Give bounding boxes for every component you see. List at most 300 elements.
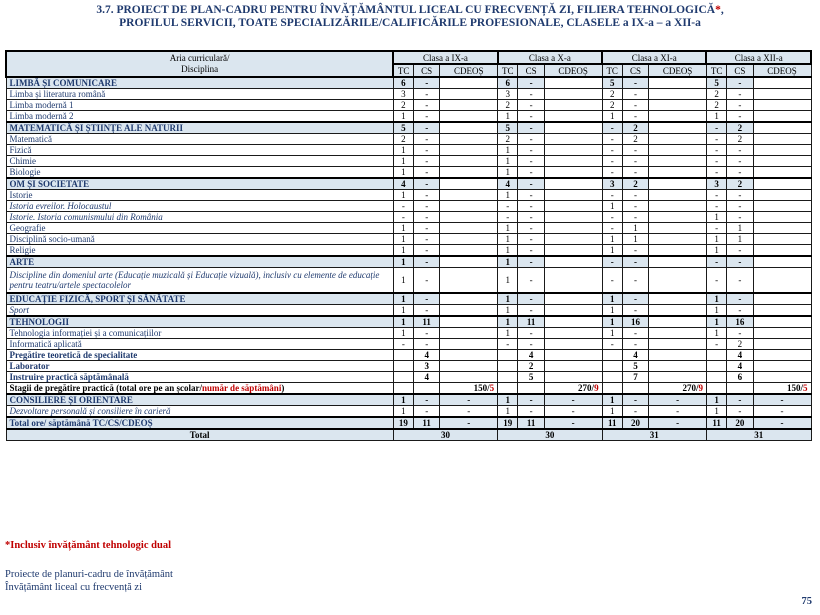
discipline-name: Informatică aplicată (6, 339, 393, 350)
cell-tc: 6 (393, 77, 413, 89)
class-header-9: Clasa a IX-a (393, 51, 497, 64)
cell-cdeos (649, 201, 707, 212)
cell-tc: - (602, 268, 622, 294)
cell-cdeos (649, 190, 707, 201)
cell-tc (602, 361, 622, 372)
cell-tc: 1 (393, 293, 413, 305)
cell-tc: 1 (706, 245, 726, 257)
table-row (6, 134, 811, 145)
discipline-name: Total ore/ săptămână TC/CS/CDEOȘ (6, 417, 393, 429)
cell-cdeos (544, 111, 602, 123)
cell-tc: 1 (393, 156, 413, 167)
cell-tc: 2 (393, 100, 413, 111)
cell-cdeos (649, 350, 707, 361)
cell-tc: 2 (498, 134, 518, 145)
cell-tc: 1 (602, 328, 622, 339)
cell-cs: - (727, 145, 753, 156)
cell-cdeos (544, 167, 602, 179)
cell-cs: - (622, 156, 648, 167)
cell-cs: 2 (622, 178, 648, 190)
title-asterisk: * (715, 4, 721, 16)
cell-cs: - (727, 394, 753, 406)
cell-cs: - (518, 145, 544, 156)
table-row (6, 268, 811, 294)
cell-tc: 1 (498, 145, 518, 156)
cell-cdeos (649, 245, 707, 257)
cell-tc: 1 (602, 293, 622, 305)
cell-cdeos: - (753, 394, 811, 406)
cell-tc: 1 (498, 256, 518, 268)
cell-tc (706, 361, 726, 372)
cell-cdeos (544, 328, 602, 339)
cell-cs: - (622, 245, 648, 257)
cell-tc: 1 (706, 328, 726, 339)
cell-cs: - (518, 190, 544, 201)
cell-cs: 1 (727, 234, 753, 245)
cell-cs: 4 (727, 361, 753, 372)
stagii-label-red: număr de săptămâni (201, 383, 282, 393)
cell-cs: 1 (622, 234, 648, 245)
cell-tc: - (706, 134, 726, 145)
cell-tc (498, 361, 518, 372)
area-header-line-2: Disciplina (181, 64, 219, 74)
footnote: *Inclusiv învățământ tehnologic dual (5, 540, 171, 551)
subheader-cdeos: CDEOȘ (440, 64, 498, 77)
cell-tc: 1 (706, 234, 726, 245)
discipline-name: Dezvoltare personală și consiliere în carieră (6, 406, 393, 418)
subheader-tc: TC (393, 64, 413, 77)
cell-cs: - (414, 394, 440, 406)
cell-cdeos (544, 145, 602, 156)
cell-cdeos: - (440, 394, 498, 406)
stagii-hours: 150 (786, 383, 801, 393)
cell-cs: - (727, 201, 753, 212)
cell-cdeos (649, 134, 707, 145)
cell-cs: - (727, 100, 753, 111)
cell-cdeos (544, 305, 602, 317)
cell-tc: 1 (706, 293, 726, 305)
total-value: 31 (602, 429, 706, 441)
title-line-2: PROFILUL SERVICII, TOATE SPECIALIZĂRILE/CALIFICĂRILE PROFESIONALE, CLASELE a IX-a – a XII-a (119, 17, 701, 29)
cell-cdeos (649, 156, 707, 167)
cell-tc: - (602, 122, 622, 134)
cell-cs: 16 (622, 316, 648, 328)
discipline-name: ARTE (6, 256, 393, 268)
cell-tc: 5 (706, 77, 726, 89)
category-row (6, 256, 811, 268)
cell-cdeos: - (753, 406, 811, 418)
cell-cdeos (753, 134, 811, 145)
class-header-12: Clasa a XII-a (706, 51, 811, 64)
cell-tc: 1 (393, 223, 413, 234)
cell-cs: - (622, 77, 648, 89)
cell-cs: 2 (518, 361, 544, 372)
discipline-name: LIMBĂ ȘI COMUNICARE (6, 77, 393, 89)
stagii-hours: 270 (578, 383, 592, 393)
cell-cdeos (753, 89, 811, 100)
footer-line-2: Învățământ liceal cu frecvență zi (5, 582, 143, 593)
discipline-name: Religie (6, 245, 393, 257)
cell-tc: - (498, 201, 518, 212)
cell-cs: - (414, 89, 440, 100)
category-row (6, 77, 811, 89)
cell-cs: - (414, 305, 440, 317)
cell-cs: - (518, 234, 544, 245)
cell-tc: 1 (498, 406, 518, 418)
cell-cs: - (518, 201, 544, 212)
cell-cs: - (518, 178, 544, 190)
category-row (6, 417, 811, 429)
cell-cs: - (622, 394, 648, 406)
cell-cdeos (544, 122, 602, 134)
cell-tc: 1 (393, 245, 413, 257)
cell-cdeos (440, 372, 498, 383)
cell-cs: 2 (622, 122, 648, 134)
cell-tc: 4 (498, 178, 518, 190)
cell-cs: - (622, 268, 648, 294)
cell-tc: 1 (602, 234, 622, 245)
subheader-cdeos: CDEOȘ (649, 64, 707, 77)
cell-cdeos (649, 145, 707, 156)
cell-cdeos (753, 122, 811, 134)
cell-tc: - (393, 201, 413, 212)
discipline-name: Limba și literatura română (6, 89, 393, 100)
cell-tc (393, 361, 413, 372)
total-value: 30 (393, 429, 497, 441)
cell-cs: - (518, 89, 544, 100)
cell-cs: 2 (727, 178, 753, 190)
cell-cdeos (440, 305, 498, 317)
cell-cdeos (440, 383, 498, 395)
cell-cdeos (753, 77, 811, 89)
cell-tc: - (498, 339, 518, 350)
cell-cs: - (622, 406, 648, 418)
discipline-name: Limba modernă 2 (6, 111, 393, 123)
cell-tc (393, 350, 413, 361)
cell-cdeos (753, 223, 811, 234)
cell-cdeos (753, 293, 811, 305)
cell-tc: 1 (602, 394, 622, 406)
cell-tc (602, 383, 622, 395)
cell-tc: 1 (498, 316, 518, 328)
cell-cs: - (518, 293, 544, 305)
cell-cs: - (622, 256, 648, 268)
cell-cdeos (440, 256, 498, 268)
cell-cs: 20 (727, 417, 753, 429)
cell-cdeos (440, 122, 498, 134)
cell-cdeos: - (544, 406, 602, 418)
stagii-weeks: 5 (803, 383, 808, 393)
cell-cdeos (649, 77, 707, 89)
cell-cdeos (753, 339, 811, 350)
table-row (6, 201, 811, 212)
discipline-name: MATEMATICĂ ȘI ȘTIINȚE ALE NATURII (6, 122, 393, 134)
cell-tc: - (602, 223, 622, 234)
cell-cs: - (518, 77, 544, 89)
discipline-name (6, 383, 393, 395)
cell-cs: - (414, 190, 440, 201)
stagii-label: Stagii de pregătire practică (total ore pe an școlar/ (9, 383, 202, 393)
cell-cdeos (440, 234, 498, 245)
cell-cs: - (414, 111, 440, 123)
cell-cdeos (753, 234, 811, 245)
cell-cdeos (544, 350, 602, 361)
cell-tc: 1 (498, 293, 518, 305)
table-row (6, 145, 811, 156)
cell-cdeos (440, 178, 498, 190)
cell-cdeos (649, 100, 707, 111)
cell-cs: - (727, 406, 753, 418)
cell-cdeos (440, 201, 498, 212)
cell-tc: - (602, 212, 622, 223)
cell-tc: 1 (393, 167, 413, 179)
cell-tc: - (602, 167, 622, 179)
cell-cs: - (414, 245, 440, 257)
stagii-weeks: 9 (698, 383, 703, 393)
table-row (6, 234, 811, 245)
cell-cdeos (649, 122, 707, 134)
cell-cdeos (753, 268, 811, 294)
document-title: 3.7. PROIECT DE PLAN-CADRU PENTRU ÎNVĂȚĂMÂNTUL LICEAL CU FRECVENȚĂ ZI, FILIERA TEHNOLOGICĂ*, PROFILUL SERVICII, TOATE SPECIALIZĂRILE/CALIFICĂRILE PROFESIONALE, CLASELE a IX-a – a XII-a (0, 4, 820, 30)
cell-cs: 1 (622, 223, 648, 234)
cell-tc: - (706, 256, 726, 268)
cell-cs: - (518, 111, 544, 123)
cell-cs: - (414, 212, 440, 223)
cell-tc: 1 (706, 212, 726, 223)
cell-cdeos (544, 89, 602, 100)
cell-tc: 19 (498, 417, 518, 429)
cell-cs: 4 (518, 350, 544, 361)
category-row (6, 178, 811, 190)
cell-tc: 3 (498, 89, 518, 100)
table-row (6, 100, 811, 111)
cell-cs: 7 (622, 372, 648, 383)
cell-cs: - (414, 268, 440, 294)
title-line-1: 3.7. PROIECT DE PLAN-CADRU PENTRU ÎNVĂȚĂMÂNTUL LICEAL CU FRECVENȚĂ ZI, FILIERA TEHNOLOGICĂ (96, 4, 716, 16)
cell-cs: - (727, 293, 753, 305)
cell-tc: 11 (602, 417, 622, 429)
discipline-name: Istorie. Istoria comunismului din România (6, 212, 393, 223)
cell-cdeos: - (544, 417, 602, 429)
category-row (6, 122, 811, 134)
discipline-name: OM ȘI SOCIETATE (6, 178, 393, 190)
table-row (6, 305, 811, 317)
cell-tc: 2 (602, 100, 622, 111)
cell-tc: - (706, 339, 726, 350)
cell-cdeos (440, 328, 498, 339)
category-row (6, 316, 811, 328)
cell-cs: 5 (622, 361, 648, 372)
cell-tc: 1 (498, 156, 518, 167)
cell-cdeos (440, 293, 498, 305)
discipline-name: Discipline din domeniul arte (Educație muzicală și Educație vizuală), inclusiv cu elemente de educație pentru teatru/artele spectacolelor (6, 268, 393, 294)
cell-tc: 1 (393, 190, 413, 201)
cell-cdeos (753, 350, 811, 361)
cell-cdeos (544, 361, 602, 372)
cell-tc: 1 (393, 328, 413, 339)
slash-separator: / (695, 383, 699, 393)
cell-tc (706, 350, 726, 361)
stagii-hours: 270 (682, 383, 696, 393)
cell-cdeos (544, 234, 602, 245)
cell-cdeos (753, 167, 811, 179)
cell-tc: 1 (393, 145, 413, 156)
cell-cdeos (544, 212, 602, 223)
cell-cdeos (544, 256, 602, 268)
subheader-cs: CS (622, 64, 648, 77)
stagii-weeks: 5 (489, 383, 495, 393)
cell-tc: - (706, 190, 726, 201)
cell-cs: - (414, 339, 440, 350)
cell-cs: 4 (414, 350, 440, 361)
cell-cs (622, 383, 648, 395)
cell-cs: - (414, 328, 440, 339)
curriculum-plan-table (5, 50, 812, 441)
cell-cs: - (518, 167, 544, 179)
cell-cs: - (518, 406, 544, 418)
cell-tc: 1 (393, 394, 413, 406)
cell-cs: - (622, 167, 648, 179)
cell-cs: - (622, 190, 648, 201)
cell-cdeos (440, 245, 498, 257)
cell-cs: - (622, 201, 648, 212)
cell-cdeos (753, 100, 811, 111)
cell-tc: - (706, 156, 726, 167)
cell-cdeos (440, 190, 498, 201)
cell-tc (498, 350, 518, 361)
cell-cs: 11 (518, 417, 544, 429)
cell-cdeos (544, 223, 602, 234)
cell-tc: 11 (706, 417, 726, 429)
cell-tc: 1 (498, 328, 518, 339)
cell-tc: 2 (498, 100, 518, 111)
cell-tc: 1 (498, 167, 518, 179)
discipline-name: Istorie (6, 190, 393, 201)
cell-cdeos (544, 134, 602, 145)
cell-tc (393, 372, 413, 383)
cell-cs: 20 (622, 417, 648, 429)
slash-separator: / (487, 383, 490, 393)
cell-cdeos (753, 361, 811, 372)
cell-cdeos (649, 305, 707, 317)
discipline-name: Laborator (6, 361, 393, 372)
cell-tc: 1 (498, 223, 518, 234)
cell-cs: - (518, 223, 544, 234)
cell-tc: 1 (498, 111, 518, 123)
cell-tc: - (706, 122, 726, 134)
cell-tc: 1 (393, 316, 413, 328)
cell-tc: 1 (498, 268, 518, 294)
cell-tc: 1 (706, 406, 726, 418)
discipline-name: Tehnologia informației și a comunicațiilor (6, 328, 393, 339)
cell-cs: 11 (414, 417, 440, 429)
cell-cdeos (440, 212, 498, 223)
cell-cdeos (544, 201, 602, 212)
cell-cs: - (727, 167, 753, 179)
discipline-name: Disciplină socio-umană (6, 234, 393, 245)
total-value: 30 (498, 429, 602, 441)
cell-cs: - (727, 212, 753, 223)
cell-tc: 6 (498, 77, 518, 89)
cell-cdeos (649, 111, 707, 123)
cell-tc: 1 (393, 268, 413, 294)
table-row (6, 350, 811, 361)
cell-tc: 5 (602, 77, 622, 89)
cell-cs: - (727, 156, 753, 167)
cell-tc: 1 (498, 305, 518, 317)
cell-cdeos (544, 383, 602, 395)
cell-cs: - (518, 134, 544, 145)
cell-tc: - (706, 145, 726, 156)
category-row (6, 293, 811, 305)
cell-cdeos (440, 77, 498, 89)
cell-cdeos (544, 77, 602, 89)
cell-cdeos (649, 178, 707, 190)
cell-cdeos (440, 223, 498, 234)
cell-tc: 1 (706, 394, 726, 406)
cell-cs: - (518, 339, 544, 350)
table-row (6, 406, 811, 418)
cell-cs: 1 (727, 223, 753, 234)
cell-cs: - (518, 122, 544, 134)
discipline-name: CONSILIERE ȘI ORIENTARE (6, 394, 393, 406)
cell-cdeos (440, 145, 498, 156)
cell-tc: 4 (393, 178, 413, 190)
cell-cdeos (440, 316, 498, 328)
cell-cdeos (649, 268, 707, 294)
cell-cs: - (518, 100, 544, 111)
cell-cdeos: - (544, 394, 602, 406)
cell-cs: - (727, 305, 753, 317)
subheader-tc: TC (706, 64, 726, 77)
cell-cs: - (622, 339, 648, 350)
cell-tc: - (602, 134, 622, 145)
discipline-name: Geografie (6, 223, 393, 234)
cell-tc: 1 (602, 201, 622, 212)
cell-tc: 3 (706, 178, 726, 190)
cell-tc: 1 (393, 305, 413, 317)
cell-cs: - (414, 77, 440, 89)
cell-cdeos (544, 245, 602, 257)
cell-tc: - (602, 256, 622, 268)
cell-cs: 11 (518, 316, 544, 328)
table-row (6, 156, 811, 167)
cell-tc: - (706, 201, 726, 212)
cell-cdeos: - (440, 417, 498, 429)
cell-cdeos (753, 372, 811, 383)
cell-cdeos (753, 190, 811, 201)
cell-cs: - (622, 305, 648, 317)
cell-tc: - (602, 145, 622, 156)
cell-cs: - (414, 178, 440, 190)
cell-cdeos (753, 256, 811, 268)
cell-cs: - (414, 145, 440, 156)
cell-cdeos (753, 305, 811, 317)
cell-cs: - (727, 77, 753, 89)
cell-cs: - (414, 256, 440, 268)
cell-cs: - (414, 156, 440, 167)
area-header (6, 51, 393, 77)
cell-cs: 5 (518, 372, 544, 383)
cell-cdeos (440, 156, 498, 167)
cell-cs: - (622, 328, 648, 339)
cell-cdeos: - (649, 394, 707, 406)
cell-cdeos (753, 245, 811, 257)
cell-cs: 4 (414, 372, 440, 383)
cell-cs: 2 (727, 134, 753, 145)
table-row (6, 111, 811, 123)
discipline-name: TEHNOLOGII (6, 316, 393, 328)
